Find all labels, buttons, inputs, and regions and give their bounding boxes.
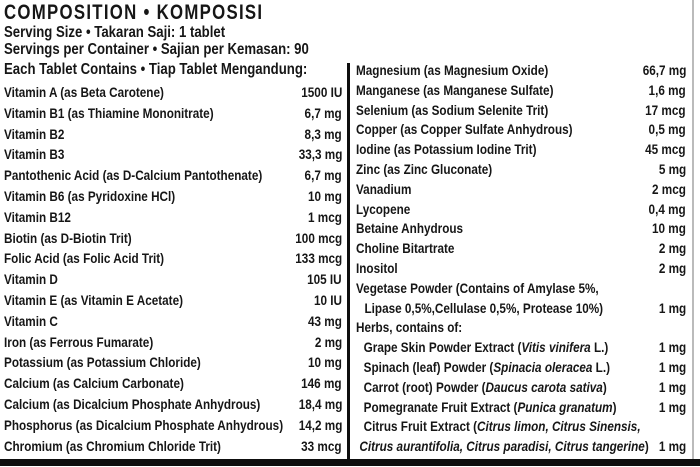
ingredient-value: 2 mg [658, 260, 686, 276]
ingredient-label: Calcium (as Dicalcium Phosphate Anhydrous) [4, 396, 261, 412]
ingredient-value: 10 IU [313, 292, 342, 308]
ingredient-value: 2 mcg [652, 181, 686, 197]
ingredient-label: Pomegranate Fruit Extract (Punica granatum) [363, 399, 617, 415]
ingredient-row [4, 125, 342, 146]
label-header [4, 1, 363, 78]
ingredient-value: 10 mg [652, 221, 686, 237]
ingredient-row [4, 229, 342, 250]
ingredient-row [356, 101, 686, 121]
ingredient-value: 10 mg [308, 188, 342, 204]
ingredient-label: Magnesium (as Magnesium Oxide) [356, 63, 549, 78]
ingredient-label: Vitamin B2 [4, 126, 65, 142]
ingredient-label: Folic Acid (as Folic Acid Trit) [4, 251, 165, 267]
ingredient-row [356, 180, 686, 200]
ingredient-label: Manganese (as Manganese Sulfate) [356, 82, 554, 98]
ingredient-value: 1 mg [658, 340, 686, 356]
ingredient-label: Vitamin D [4, 272, 58, 288]
ingredient-label: Iodine (as Potassium Iodine Trit) [356, 142, 537, 158]
ingredient-row [356, 279, 686, 319]
bottom-bar [0, 459, 700, 466]
ingredient-row [4, 333, 342, 354]
ingredient-row [4, 374, 342, 395]
ingredient-label: Spinach (leaf) Powder (Spinacia oleracea L.) [363, 359, 611, 375]
ingredient-label: Zinc (as Zinc Gluconate) [356, 161, 493, 177]
ingredient-value: 1 mg [658, 399, 686, 415]
ingredient-row [4, 416, 342, 437]
ingredient-label: Vitamin B3 [4, 147, 65, 163]
ingredient-row [356, 120, 686, 140]
ingredient-row [356, 358, 686, 378]
ingredient-row [356, 200, 686, 220]
ingredient-label: Carrot (root) Powder (Daucus carota sativa) [363, 379, 607, 395]
ingredient-row [356, 398, 686, 418]
ingredient-value: 5 mg [658, 161, 686, 177]
ingredient-value: 146 mg [301, 376, 342, 392]
ingredient-row [356, 378, 686, 398]
column-divider [347, 63, 350, 459]
ingredient-row [356, 160, 686, 180]
ingredient-label: Grape Skin Powder Extract (Vitis vinifera L.) [363, 340, 609, 356]
ingredient-row [4, 187, 342, 208]
ingredient-value: 66,7 mg [642, 63, 686, 78]
ingredient-row [356, 239, 686, 259]
ingredient-row [4, 353, 342, 374]
ingredient-label: Betaine Anhydrous [356, 221, 464, 237]
ingredient-label: Vanadium [356, 181, 412, 197]
ingredient-row [4, 145, 342, 166]
ingredient-label: Phosphorus (as Dicalcium Phosphate Anhydrous) [4, 417, 284, 433]
ingredient-value: 1500 IU [300, 85, 342, 100]
ingredient-row [356, 417, 686, 457]
ingredient-row [356, 219, 686, 239]
ingredient-value: 1 mg [658, 379, 686, 395]
serving-size-line: Serving Size • Takaran Saji: 1 tablet [4, 24, 226, 41]
ingredient-value: 18,4 mg [298, 396, 342, 412]
ingredient-label: Vitamin B1 (as Thiamine Mononitrate) [4, 105, 214, 121]
right-ingredient-column [356, 61, 686, 457]
ingredient-label: Vegetase Powder (Contains of Amylase 5%, Lipase 0,5%,Cellulase 0,5%, Protease 10%) [356, 280, 604, 316]
ingredient-value: 6,7 mg [304, 168, 342, 184]
ingredient-value: 0,4 mg [648, 201, 686, 217]
ingredient-value: 0,5 mg [648, 122, 686, 138]
ingredient-label: Selenium (as Sodium Selenite Trit) [356, 102, 549, 118]
ingredient-row [356, 318, 686, 338]
ingredient-label: Iron (as Ferrous Fumarate) [4, 334, 154, 350]
ingredient-value: 8,3 mg [304, 126, 342, 142]
ingredient-value: 1,6 mg [648, 82, 686, 98]
page-title: COMPOSITION • KOMPOSISI [4, 1, 264, 24]
ingredient-value: 1 mg [658, 359, 686, 375]
ingredient-value: 2 mg [314, 334, 342, 350]
ingredient-value: 133 mcg [295, 251, 342, 267]
ingredient-label: Vitamin A (as Beta Carotene) [4, 85, 164, 100]
ingredient-label: Citrus Fruit Extract (Citrus limon, Citrus Sinensis, Citrus aurantifolia, Citrus paradisi, Citrus tangerine) [359, 419, 649, 455]
ingredient-label: Chromium (as Chromium Chloride Trit) [4, 438, 221, 454]
ingredient-row [356, 338, 686, 358]
each-tablet-line: Each Tablet Contains • Tiap Tablet Mengandung: [4, 61, 308, 79]
ingredient-row [4, 270, 342, 291]
ingredient-row [4, 208, 342, 229]
right-border-line [692, 0, 694, 459]
ingredient-value: 100 mcg [295, 230, 342, 246]
ingredient-label: Biotin (as D-Biotin Trit) [4, 230, 132, 246]
ingredient-value: 1 mg [658, 300, 686, 316]
ingredient-row [4, 437, 342, 458]
ingredient-row [4, 291, 342, 312]
ingredient-value: 6,7 mg [304, 105, 342, 121]
ingredient-label: Inositol [356, 260, 398, 276]
ingredient-value: 2 mg [658, 241, 686, 257]
ingredient-label: Vitamin C [4, 313, 58, 329]
ingredient-row [356, 81, 686, 101]
ingredient-row [4, 104, 342, 125]
servings-per-container-line: Servings per Container • Sajian per Kemasan: 90 [4, 41, 309, 59]
ingredient-label: Herbs, contains of: [356, 320, 463, 336]
ingredient-value: 105 IU [307, 272, 342, 288]
ingredient-label: Potassium (as Potassium Chloride) [4, 355, 201, 371]
ingredient-row [4, 83, 342, 104]
ingredient-row [4, 249, 342, 270]
ingredient-label: Vitamin B6 (as Pyridoxine HCl) [4, 188, 176, 204]
ingredient-value: 43 mg [308, 313, 342, 329]
ingredient-value: 1 mcg [308, 209, 342, 225]
ingredient-label: Vitamin B12 [4, 209, 71, 225]
ingredient-value: 45 mcg [645, 142, 686, 158]
ingredient-label: Vitamin E (as Vitamin E Acetate) [4, 292, 184, 308]
ingredient-row [4, 312, 342, 333]
ingredient-value: 1 mg [658, 439, 686, 455]
ingredient-label: Calcium (as Calcium Carbonate) [4, 376, 184, 392]
ingredient-value: 17 mcg [645, 102, 686, 118]
left-ingredient-column [4, 83, 342, 457]
ingredient-row [4, 395, 342, 416]
ingredient-value: 14,2 mg [298, 417, 342, 433]
ingredient-row [356, 140, 686, 160]
ingredient-row [4, 166, 342, 187]
ingredient-value: 10 mg [308, 355, 342, 371]
ingredient-label: Pantothenic Acid (as D-Calcium Pantothenate) [4, 168, 263, 184]
ingredient-value: 33,3 mg [298, 147, 342, 163]
ingredient-label: Copper (as Copper Sulfate Anhydrous) [356, 122, 573, 138]
ingredient-row [356, 61, 686, 81]
ingredient-value: 33 mcg [301, 438, 342, 454]
ingredient-label: Lycopene [356, 201, 411, 217]
ingredient-label: Choline Bitartrate [356, 241, 455, 257]
ingredient-row [356, 259, 686, 279]
